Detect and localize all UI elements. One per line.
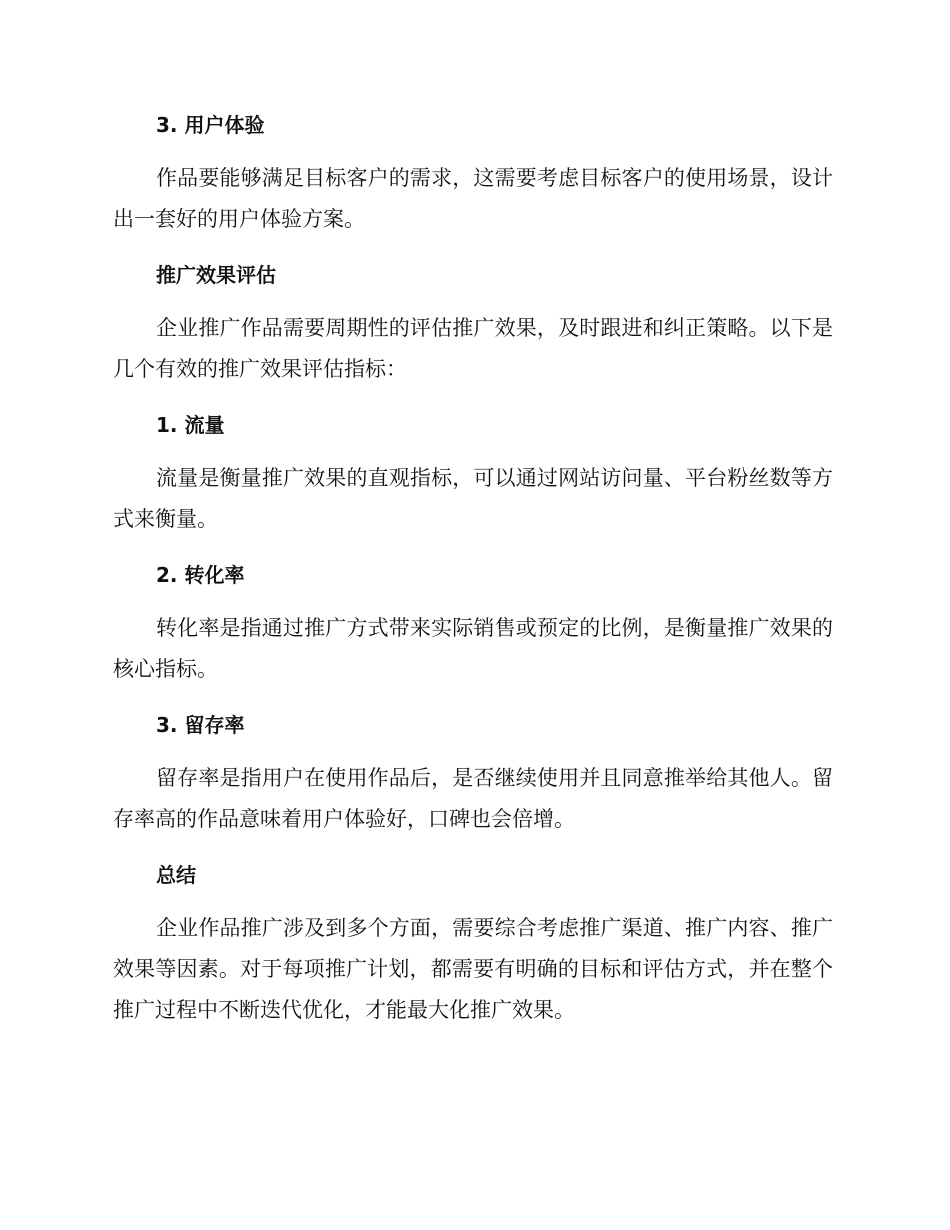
section-promotion-evaluation: [113, 260, 833, 390]
section-paragraph: 作品要能够满足目标客户的需求，这需要考虑目标客户的使用场景，设计出一套好的用户体验方案。: [113, 166, 833, 231]
section-summary: [113, 860, 833, 1031]
section-heading: 3. 用户体验: [156, 113, 265, 137]
section-paragraph: 流量是衡量推广效果的直观指标，可以通过网站访问量、平台粉丝数等方式来衡量。: [113, 466, 833, 531]
section-user-experience: [113, 110, 833, 240]
section-paragraph: 转化率是指通过推广方式带来实际销售或预定的比例，是衡量推广效果的核心指标。: [113, 616, 833, 681]
section-paragraph: 企业作品推广涉及到多个方面，需要综合考虑推广渠道、推广内容、推广效果等因素。对于每项推广计划，都需要有明确的目标和评估方式，并在整个推广过程中不断迭代优化，才能最大化推广效果。: [113, 916, 833, 1022]
document-page: [113, 110, 833, 1051]
section-retention-rate: [113, 710, 833, 840]
section-heading: 总结: [156, 863, 196, 887]
section-traffic: [113, 410, 833, 540]
section-heading: 2. 转化率: [156, 563, 245, 587]
section-paragraph: 留存率是指用户在使用作品后，是否继续使用并且同意推举给其他人。留存率高的作品意味着用户体验好，口碑也会倍增。: [113, 766, 833, 831]
section-heading: 1. 流量: [156, 413, 225, 437]
section-paragraph: 企业推广作品需要周期性的评估推广效果，及时跟进和纠正策略。以下是几个有效的推广效果评估指标：: [113, 316, 833, 381]
section-heading: 3. 留存率: [156, 713, 245, 737]
section-conversion-rate: [113, 560, 833, 690]
section-heading: 推广效果评估: [156, 263, 276, 287]
